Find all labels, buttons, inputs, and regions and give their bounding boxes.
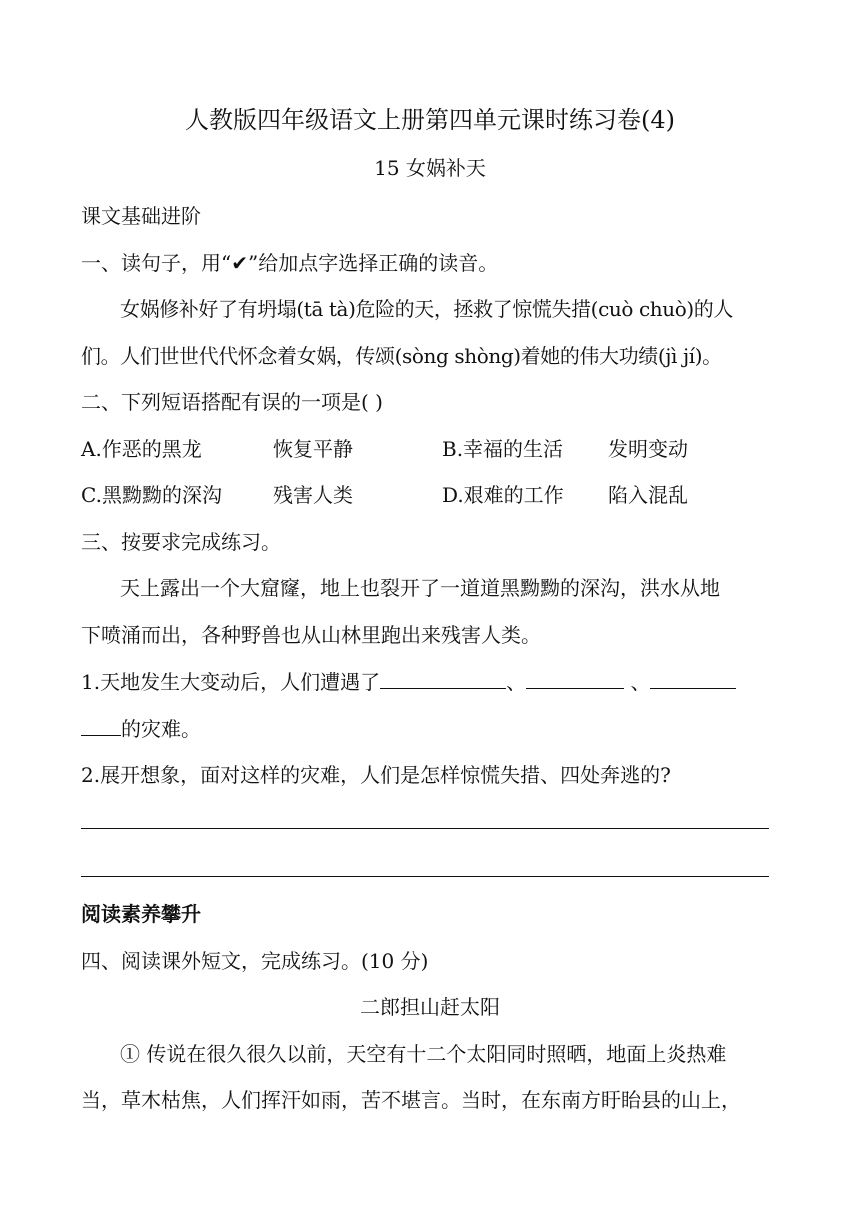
answer-blank-2[interactable] bbox=[526, 668, 624, 689]
story-paragraph-line-2: 当，草木枯焦，人们挥汗如雨，苦不堪言。当时，在东南方盱眙县的山上， bbox=[81, 1088, 741, 1112]
q3-item-1-end: 的灾难。 bbox=[121, 717, 201, 741]
option-b-phrase-2: 发明变动 bbox=[608, 437, 688, 461]
option-a-phrase-1: A.作恶的黑龙 bbox=[81, 437, 202, 461]
q1-paragraph-line-1: 女娲修补好了有坍塌(tā tà)危险的天，拯救了惊慌失措(cuò chuò)的人 bbox=[120, 297, 733, 321]
q1-paragraph-line-2: 们。人们世世代代怀念着女娲，传颂(sòng shòng)着她的伟大功绩(jì jí)。 bbox=[81, 344, 722, 368]
answer-blank-3[interactable] bbox=[650, 668, 736, 689]
answer-blank-1[interactable] bbox=[380, 668, 506, 689]
q3-item-1-text: 1.天地发生大变动后，人们遭遇了 bbox=[81, 670, 381, 694]
check-mark-icon: ✔ bbox=[231, 251, 248, 275]
option-c-phrase-1: C.黑黝黝的深沟 bbox=[81, 483, 222, 507]
option-c-phrase-2: 残害人类 bbox=[273, 483, 353, 507]
story-paragraph-line-1: ① 传说在很久很久以前，天空有十二个太阳同时照晒，地面上炎热难 bbox=[120, 1042, 727, 1066]
answer-line-1[interactable] bbox=[81, 828, 769, 829]
worksheet-title: 人教版四年级语文上册第四单元课时练习卷(4) bbox=[185, 106, 675, 134]
q3-paragraph-line-2: 下喷涌而出，各种野兽也从山林里跑出来残害人类。 bbox=[81, 623, 541, 647]
q3-item-1 bbox=[81, 668, 781, 695]
option-d-phrase-1: D.艰难的工作 bbox=[442, 483, 564, 507]
answer-blank-3-continued[interactable] bbox=[81, 715, 121, 736]
q3-paragraph-line-1: 天上露出一个大窟窿，地上也裂开了一道道黑黝黝的深沟，洪水从地 bbox=[120, 576, 720, 600]
section-basic-heading: 课文基础进阶 bbox=[81, 204, 201, 228]
q3-sep-1: 、 bbox=[506, 670, 527, 694]
option-d-phrase-2: 陷入混乱 bbox=[608, 483, 688, 507]
question-4-heading: 四、阅读课外短文，完成练习。(10 分) bbox=[81, 949, 429, 973]
q1-prefix: 一、读句子，用“ bbox=[81, 251, 232, 275]
question-1-prompt bbox=[81, 250, 781, 276]
q1-suffix: ”给加点字选择正确的读音。 bbox=[248, 251, 499, 275]
section-reading-heading: 阅读素养攀升 bbox=[81, 902, 201, 926]
lesson-subtitle: 15 女娲补天 bbox=[374, 156, 486, 180]
question-3-heading: 三、按要求完成练习。 bbox=[81, 530, 281, 554]
answer-line-2[interactable] bbox=[81, 876, 769, 877]
q3-item-1-continued bbox=[81, 715, 781, 742]
question-2-prompt: 二、下列短语搭配有误的一项是( ) bbox=[81, 390, 383, 414]
option-a-phrase-2: 恢复平静 bbox=[273, 437, 353, 461]
option-b-phrase-1: B.幸福的生活 bbox=[442, 437, 564, 461]
q3-sep-2: 、 bbox=[624, 670, 651, 694]
q3-item-2: 2.展开想象，面对这样的灾难，人们是怎样惊慌失措、四处奔逃的? bbox=[81, 763, 671, 787]
story-title: 二郎担山赶太阳 bbox=[360, 995, 500, 1019]
